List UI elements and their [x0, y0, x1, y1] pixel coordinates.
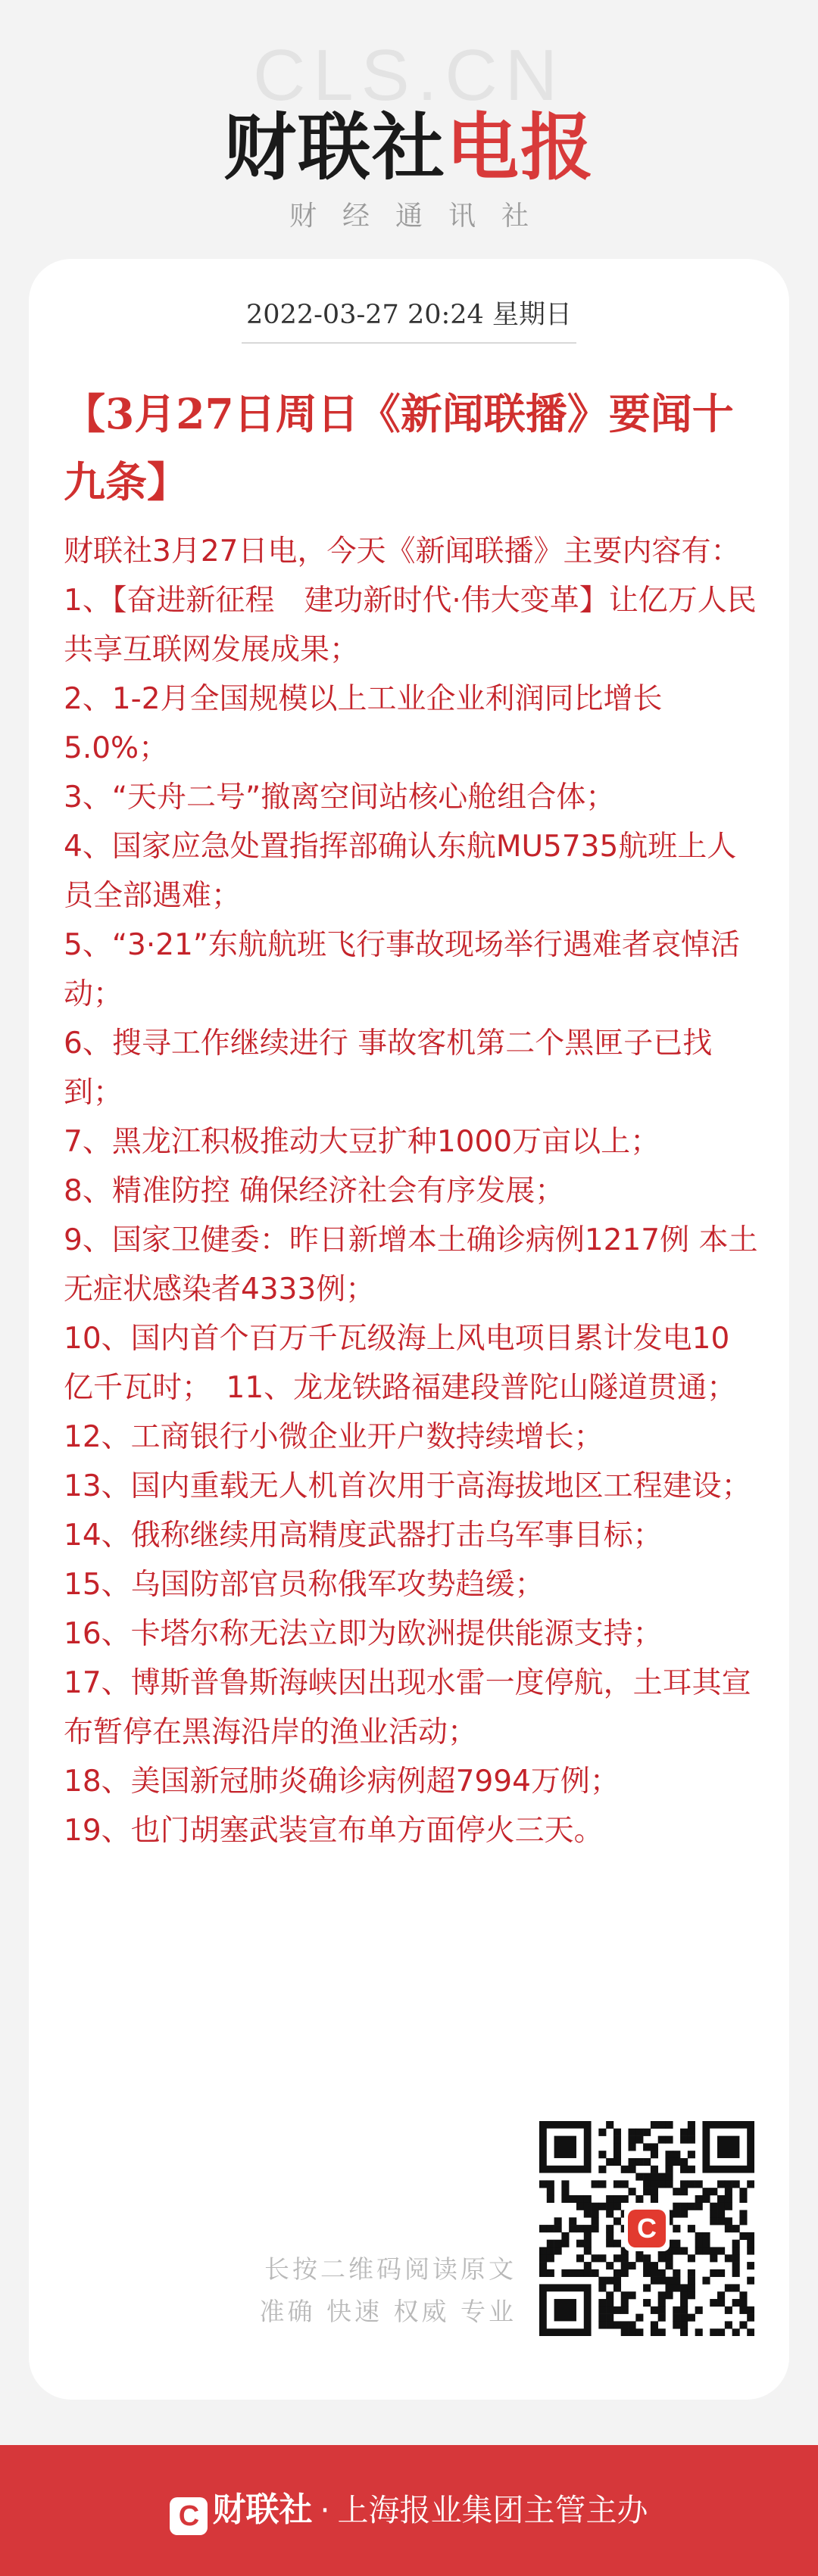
footer-publisher: 上海报业集团主管主办 [337, 2492, 648, 2528]
footer-brand: 财联社 [212, 2490, 313, 2529]
news-card [29, 259, 789, 2400]
footer-content [0, 2489, 818, 2535]
qr-logo-badge [624, 2206, 670, 2251]
logo-telegraph: 电报 [446, 105, 595, 190]
logo [0, 106, 818, 189]
headline: 【3月27日周日《新闻联播》要闻十九条】 [64, 389, 734, 506]
footer-separator: · [320, 2492, 330, 2528]
article-paragraph: 4、国家应急处置指挥部确认东航MU5735航班上人员全部遇难； [64, 830, 737, 913]
article-paragraph: 15、乌国防部官员称俄军攻势趋缓； [64, 1568, 545, 1602]
article-paragraph: 12、工商银行小微企业开户数持续增长； [64, 1420, 604, 1454]
article-paragraph: 16、卡塔尔称无法立即为欧洲提供能源支持； [64, 1617, 663, 1651]
article-paragraph: 7、黑龙江积极推动大豆扩种1000万亩以上； [64, 1125, 660, 1159]
publish-date: 2022-03-27 20:24 星期日 [242, 298, 576, 344]
article-paragraph: 18、美国新冠肺炎确诊病例超7994万例； [64, 1765, 620, 1799]
article-paragraph: 9、国家卫健委：昨日新增本土确诊病例1217例 本土无症状感染者4333例； [64, 1223, 758, 1307]
article-paragraph: 17、博斯普鲁斯海峡因出现水雷一度停航，土耳其宣布暂停在黑海沿岸的渔业活动； [64, 1666, 751, 1749]
read-hint-line: 长按二维码阅读原文 [264, 2254, 517, 2284]
watermark: CLS.CN [252, 35, 566, 116]
article-paragraph: 8、精准防控 确保经济社会有序发展； [64, 1174, 565, 1208]
cls-logo-icon: C [170, 2497, 208, 2535]
article-paragraph: 2、1-2月全国规模以上工业企业利润同比增长5.0%； [64, 682, 663, 765]
slogan-line: 准确 快速 权威 专业 [259, 2297, 517, 2326]
header [0, 0, 818, 257]
article-paragraph: 6、搜寻工作继续进行 事故客机第二个黑匣子已找到； [64, 1026, 713, 1110]
tagline: 财经通讯社 [289, 201, 554, 232]
article-paragraph: 13、国内重载无人机首次用于高海拔地区工程建设； [64, 1469, 751, 1503]
qr-logo-icon: C [628, 2210, 666, 2247]
article-paragraph: 14、俄称继续用高精度武器打击乌军事目标； [64, 1519, 663, 1553]
article-paragraph: 3、“天舟二号”撤离空间站核心舱组合体； [64, 780, 616, 815]
logo-brand: 财联社 [223, 105, 446, 190]
date-line [29, 298, 789, 344]
article-paragraph: 财联社3月27日电，今天《新闻联播》主要内容有： [64, 534, 741, 568]
read-original-hint [260, 2248, 517, 2333]
article-paragraph: 5、“3·21”东航航班飞行事故现场举行遇难者哀悼活动； [64, 928, 741, 1011]
article-paragraph: 1、【奋进新征程 建功新时代·伟大变革】让亿万人民共享互联网发展成果； [64, 584, 757, 667]
article-body [64, 527, 759, 1855]
footer [0, 2445, 818, 2576]
article-paragraph: 10、国内首个百万千瓦级海上风电项目累计发电10亿千瓦时； 11、龙龙铁路福建段普陀山隧道贯通； [64, 1322, 737, 1405]
qr-code[interactable] [539, 2121, 754, 2336]
article-paragraph: 19、也门胡塞武装宣布单方面停火三天。 [64, 1814, 604, 1848]
